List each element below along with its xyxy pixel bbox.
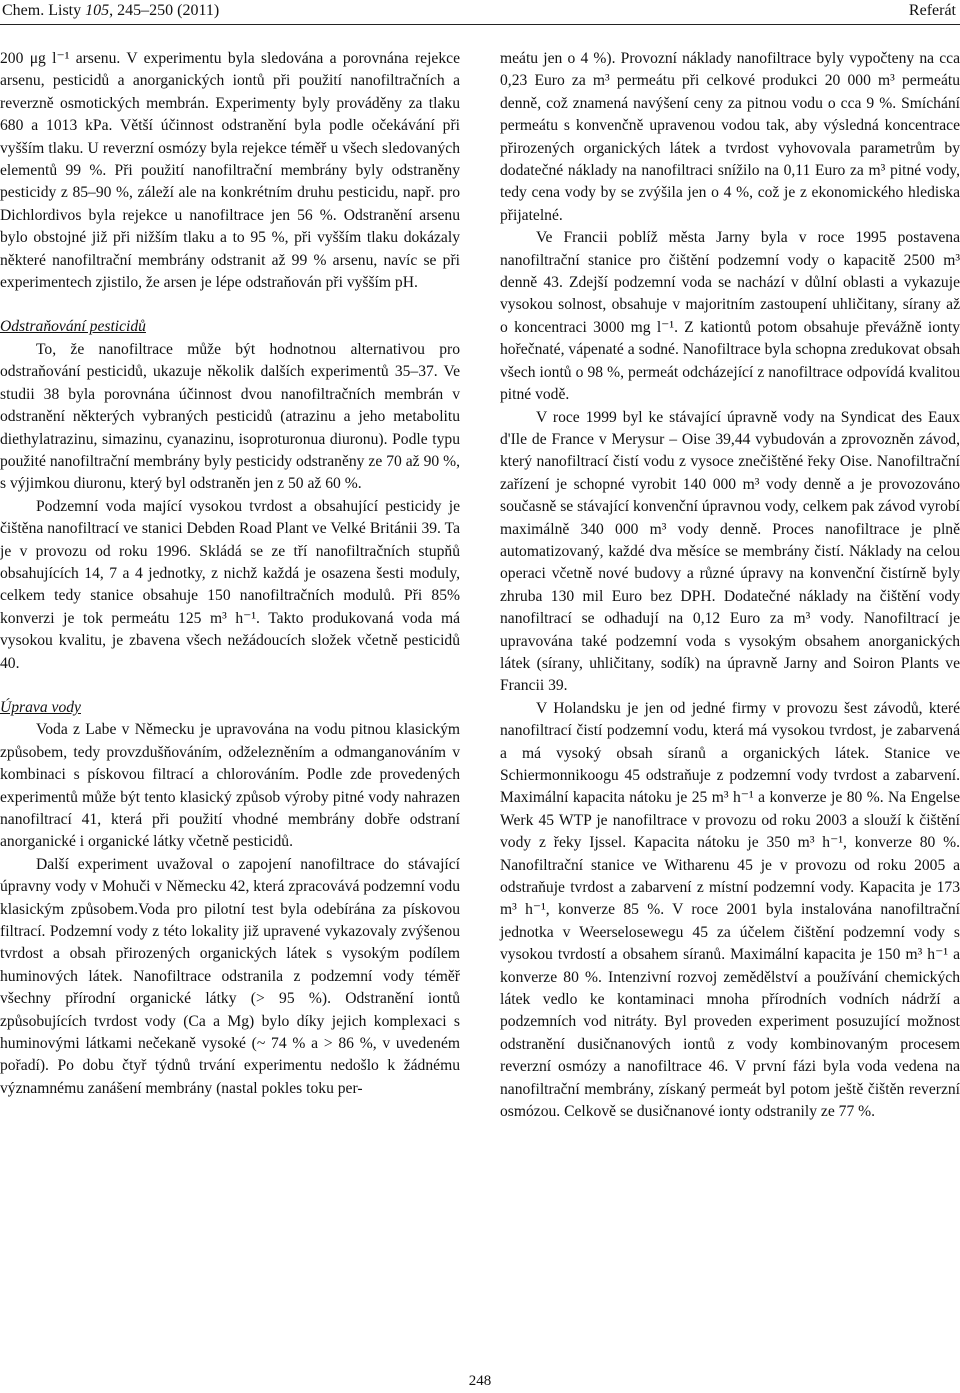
journal-name: Chem. Listy [2, 2, 86, 19]
section-heading-pesticides: Odstraňování pesticidů [0, 318, 146, 336]
journal-volume: 105 [85, 2, 110, 19]
running-header [0, 0, 960, 25]
paragraph-holland: V Holandsku je jen od jedné firmy v provozu šest závodů, které nanofiltrací čistí podzemní vodu, která má vysokou tvrdost, je zabarvená a má vysoký obsah síranů a organických látek. Stanice ve Schiermonnikoogu 45 odstraňuje z podzemní vody tvrdost a zabarvení. Maximální kapacita nátoku je 25 m³ h⁻¹ a konverze je 80 %. Na Engelse Werk 45 WTP je nanofiltrace v provozu od roku 2003 a slouží k čištění vody z řeky Ijssel. Kapacita nátoku je 350 m³ h⁻¹, konverze 80 %. Nanofiltrační stanice ve Witharenu 45 je v provozu od roku 2005 a odstraňuje tvrdost a zabarvení z místní podzemní vody. Kapacita je 173 m³ h⁻¹, konverze 85 %. V roce 2001 byla instalována nanofiltrační jednotka v Weerselosewegu 45 za účelem čištění podzemní vody s vysokou tvrdostí a obsahem síranů. Maximální kapacita je 150 m³ h⁻¹ a konverze 80 %. Intenzivní rozvoj zemědělství a používání chemických látek vedlo ke kontaminaci mnoha přírodních vodních nádrží a podzemních vod nitráty. Byl proveden experiment posuzující možnost odstranění dusičnanových iontů z vody kombinovaným procesem reverzní osmózy a nanofiltrace 46. V první fázi byla voda vedena na nanofiltrační membrány, získaný permeát byl potom ještě čištěn reverzní osmózou. Celkově se dusičnanové ionty odstranily ze 77 %. [500, 699, 960, 1121]
section-heading-water: Úprava vody [0, 698, 81, 716]
article-category: Referát [908, 2, 956, 19]
paragraph-continued: meátu jen o 4 %). Provozní náklady nanofiltrace byly vypočteny na cca 0,23 Euro za m³ permeátu při celkové produkci 20 000 m³ permeátu denně, což znamená navýšení ceny za pitnou vodu o cca 9 %. Smíchání permeátu s konvenčně upravenou vodou tak, aby výsledná koncentrace přirozených organických látek a tvrdost vyhovovala parametrům by dodatečné náklady na nanofiltraci snížilo na 0,11 Euro za m³ pitné vody, tedy cena vody by se zvýšila jen o 4 %, což je z ekonomického hlediska přijatelné. [500, 50, 960, 224]
paragraph-water-1: Voda z Labe v Německu je upravována na vodu pitnou klasickým způsobem, tedy provzdušňováním, odželezněním a odmanganováním v kombinaci s pískovou filtrací a chlorováním. Podle zde provedených experimentů může být tento klasický způsob výroby pitné vody nahrazen nanofiltrací 41, která při použití vhodné membrány dobře odstraní anorganické i organické látky včetně pesticidů. [0, 721, 460, 851]
paragraph-intro: 200 μg l⁻¹ arsenu. V experimentu byla sledována a porovnána rejekce arsenu, pesticidů a anorganických iontů při použití nanofiltračních a reverzně osmotických membrán. Experimenty byly prováděny za tlaku 680 a 1013 kPa. Větší účinnost odstranění byla podle očekávání při vyšším tlaku. U reverzní osmózy byla rejekce téměř u všech sledovaných elementů 99 %. Při použití nanofiltrační membrány byly odstraněny pesticidy z 85–90 %, záleží ale na konkrétním druhu pesticidu, např. pro Dichlordivos byla rejekce u nanofiltrace jen 56 %. Odstranění arsenu bylo obstojné již při nižším tlaku a to 95 %, při vyšším tlaku dokázaly některé nanofiltrační membrány odstranit až 99 % arsenu, navíc se při experimentech zjistilo, že arsen je lépe odstraňován při vyšším pH. [0, 50, 460, 292]
paragraph-pesticides-2: Podzemní voda mající vysokou tvrdost a obsahující pesticidy je čištěna nanofiltrací ve stanici Debden Road Plant ve Velké Británii 39. Ta je v provozu od roku 1996. Skládá se ze tří nanofiltračních stupňů obsahujících 14, 7 a 4 jednotky, z nichž každá je osazena šesti moduly, celkem tedy stanice obsahuje 150 nanofiltračních modulů. Při 85% konverzi je tok permeátu 125 m³ h⁻¹. Takto produkovaná voda má vysokou kvalitu, je zbavena všech nežádoucích složek včetně pesticidů 40. [0, 497, 460, 672]
journal-citation [2, 0, 219, 22]
left-column [0, 48, 460, 1100]
paragraph-france-1: Ve Francii poblíž města Jarny byla v roce 1995 postavena nanofiltrační stanice pro čištění podzemní vody o kapacitě 2500 m³ denně 43. Zdejší podzemní voda se nachází v důlní oblasti a vykazuje vysokou solnost, obsahuje v majoritním zastoupení uhličitany, sírany až o koncentraci 3000 mg l⁻¹. Z kationtů potom obsahuje převážně ionty hořečnaté, vápenaté a sodné. Nanofiltrace byla schopna zredukovat obsah všech iontů o 98 %, permeát odcházející z nanofiltrace odpovídá kvalitou pitné vodě. [500, 229, 960, 404]
paragraph-water-2: Další experiment uvažoval o zapojení nanofiltrace do stávající úpravny vody v Mohuči v Německu 42, která zpracovává podzemní vodu klasickým způsobem.Voda pro pilotní test byla odebírána za pískovou filtrací. Podzemní vody z této lokality již upravené vykazovaly zvýšenou tvrdost a obsah přirozených organických látek s vysokým podílem huminových látek. Nanofiltrace odstranila z podzemní vody téměř všechny přírodní organické látky (> 95 %). Odstranění iontů způsobujících tvrdost vody (Ca a Mg) bylo díky jejich komplexaci s huminovými látkami nečekaně vysoké (~ 74 % a > 86 %, v uvedeném pořadí). Po dobu čtyř týdnů trvání experimentu nedošlo k žádnému významnému zanášení membrány (nastal pokles toku per- [0, 855, 460, 1097]
right-column [500, 48, 960, 1124]
paragraph-pesticides-1: To, že nanofiltrace může být hodnotnou alternativou pro odstraňování pesticidů, ukazuje několik dalších experimentů 35–37. Ve studii 38 byla porovnána účinnost dvou nanofiltračních membrán v odstranění některých vybraných pesticidů (atrazinu a jeho metabolitu diethylatrazinu, simazinu, cyanazinu, isoproturonua diuronu). Podle typu použité nanofiltrační membrány byly pesticidy odstraněny ze 70 až 90 %, s výjimkou diuronu, který byl odstraněn jen z 50 až 60 %. [0, 340, 460, 493]
journal-pages: , 245–250 (2011) [109, 2, 220, 19]
page-number: 248 [468, 1373, 492, 1389]
paragraph-france-2: V roce 1999 byl ke stávající úpravně vody na Syndicat des Eaux d'Ile de France v Merysur – Oise 39,44 vybudován a zprovozněn závod, který nanofiltrací čistí vodu z vysoce znečištěné řeky Oise. Nanofiltrační zařízení je schopné vyrobit 140 000 m³ vody denně a je provozováno současně se stávající konvenční úpravnou vody, celkem pak závod vyrobí maximálně 340 000 m³ vody denně. Proces nanofiltrace je plně automatizovaný, každé dva měsíce se membrány čistí. Náklady na celou operaci včetně nové budovy a různé úpravy na konvenční čistírně byly zhruba 130 mil Euro bez DPH. Dodatečné náklady na čištění vody nanofiltrací se odhadují na 0,12 Euro za m³ vody. Nanofiltrací je upravována také podzemní voda s vysokým obsahem anorganických látek (sírany, uhličitany, sodík) na úpravně Jarny and Soiron Plants ve Francii 39. [500, 408, 960, 695]
